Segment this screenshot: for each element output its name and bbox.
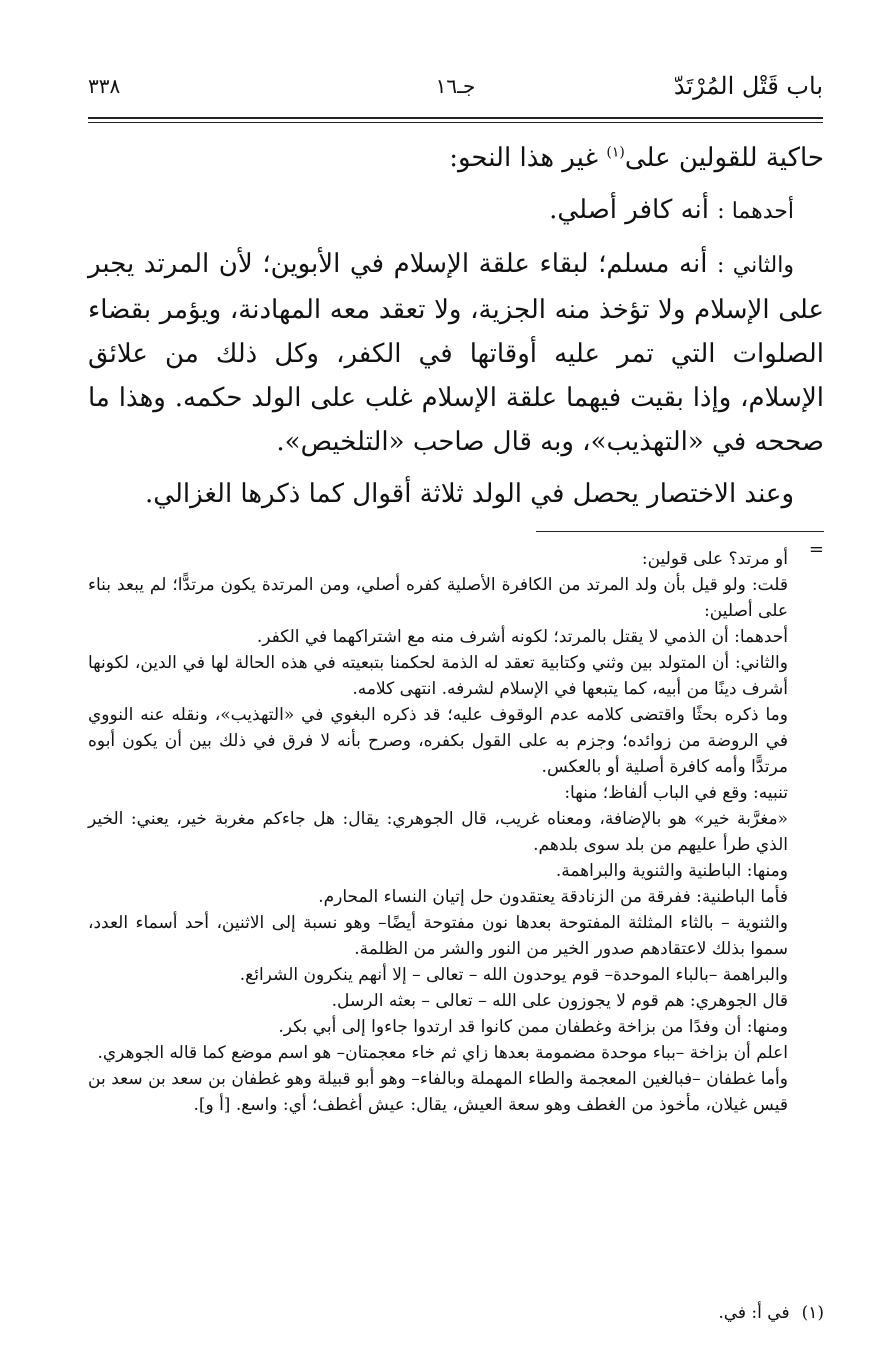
main-paragraph: حاكية للقولين على$^{(١)}$ غير هذا النحو: xyxy=(449,143,824,173)
footnote-text: في أ: في. xyxy=(718,1303,790,1323)
footnote-line: اعلم أن بزاخة –بباء موحدة مضمومة بعدها زاي ثم خاء معجمتان– هو اسم موضع كما قاله الجوهري. xyxy=(97,1043,788,1063)
footnote-line: وما ذكره بحثًا واقتضى كلامه عدم الوقوف عليه؛ قد ذكره البغوي في «التهذيب»، ونقله عنه النووي في الروضة من زوائده؛ وجزم به على القول بكفره، وصرح بأنه لا فرق في ذلك بين أن يكون أبوه مرتدًّا وأمه كافرة أصلية أو بالعكس. xyxy=(88,705,788,777)
footnote-line: «مغرَّبة خير» هو بالإضافة، ومعناه غريب، قال الجوهري: يقال: هل جاءكم مغربة خير، يعني: الخير الذي طرأ عليهم من بلد سوى بلدهم. xyxy=(88,809,788,855)
main-paragraph: وعند الاختصار يحصل في الولد ثلاثة أقوال كما ذكرها الغزالي. xyxy=(145,479,794,509)
footnote-separator xyxy=(536,531,824,532)
footnote-line: فأما الباطنية: ففرقة من الزنادقة يعتقدون حل إتيان النساء المحارم. xyxy=(318,887,788,907)
main-text xyxy=(88,136,824,516)
footnote-line: قلت: ولو قيل بأن ولد المرتد من الكافرة الأصلية كفره أصلي، ومن المرتدة يكون مرتدًّا؛ لم يبعد بناء على أصلين: xyxy=(88,575,788,621)
paragraph-lead: والثاني : xyxy=(717,253,794,278)
page-number: ٣٣٨ xyxy=(88,74,121,98)
running-header xyxy=(88,72,823,108)
footnotes-block xyxy=(88,546,788,1118)
footnote-line: والبراهمة –بالباء الموحدة– قوم يوحدون الله – تعالى – إلا أنهم ينكرون الشرائع. xyxy=(239,965,788,985)
header-rule-thin xyxy=(88,122,823,123)
footnote-line: تنبيه: وقع في الباب ألفاظ؛ منها: xyxy=(564,783,788,803)
footnote-line: أو مرتد؟ على قولين: xyxy=(641,549,788,569)
footnote-line: أحدهما: أن الذمي لا يقتل بالمرتد؛ لكونه أشرف منه مع اشتراكهما في الكفر. xyxy=(256,627,788,647)
footnote-line: ومنها: أن وفدًا من بزاخة وغطفان ممن كانوا قد ارتدوا جاءوا إلى أبي بكر. xyxy=(278,1017,788,1037)
footnote-reference[interactable]: (١) xyxy=(606,144,625,161)
footnote-line: والثنوية – بالثاء المثلثة المفتوحة بعدها نون مفتوحة أيضًا– وهو نسبة إلى الاثنين، أحد أسماء العدد، سموا بذلك لاعتقادهم صدور الخير من النور والشر من الظلمة. xyxy=(88,913,788,959)
main-paragraph: أحدهما : أنه كافر أصلي. xyxy=(549,195,794,225)
footnote-number: (١) xyxy=(801,1303,824,1323)
footnote-line: وأما غطفان –فبالغين المعجمة والطاء المهملة وبالفاء– وهو أبو قبيلة وهو غطفان بن سعد بن سعد بن قيس غيلان، مأخوذ من الغطف وهو سعة العيش، يقال: عيش أغطف؛ أي: واسع. [أ و]. xyxy=(88,1069,788,1115)
footnote-line: ومنها: الباطنية والثنوية والبراهمة. xyxy=(555,861,788,881)
paragraph-lead: أحدهما : xyxy=(717,199,794,224)
chapter-title: باب قَتْل المُرْتَدّ xyxy=(673,72,823,100)
main-paragraph: والثاني : أنه مسلم؛ لبقاء علقة الإسلام في الأبوين؛ لأن المرتد يجبر على الإسلام ولا تؤخذ منه الجزية، ولا تعقد معه المهادنة، ويؤمر بقضاء الصلوات التي تمر عليه أوقاتها في الكفر، وكل ذلك من علائق الإسلام، وإذا بقيت فيهما علقة الإسلام غلب على الولد حكمه. وهذا ما صححه في «التهذيب»، وبه قال صاحب «التلخيص». xyxy=(88,249,825,457)
volume-label: جـ١٦ xyxy=(435,74,476,98)
footnote-line: قال الجوهري: هم قوم لا يجوزون على الله – تعالى – بعثه الرسل. xyxy=(331,991,788,1011)
footnote-line: والثاني: أن المتولد بين وثني وكتابية تعقد له الذمة لحكمنا بتبعيته في هذه الحالة لها في الدين، لكونها أشرف دينًا من أبيه، كما يتبعها في الإسلام لشرفه. انتهى كلامه. xyxy=(88,653,788,699)
footnote-continuation-mark: = xyxy=(808,539,824,560)
header-rule-thick xyxy=(88,117,823,119)
numbered-footnote xyxy=(718,1300,824,1326)
